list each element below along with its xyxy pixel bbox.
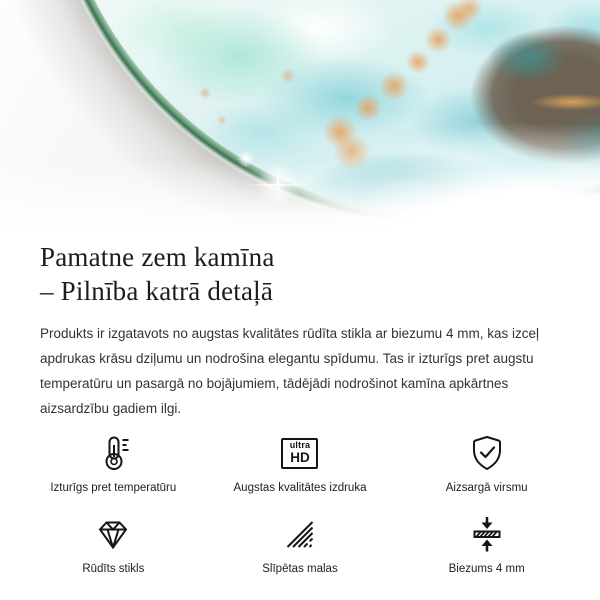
copy-section: [0, 232, 600, 421]
page-title-line-2: – Pilnība katrā detaļā: [40, 276, 274, 306]
feature-label: Izturīgs pret temperatūru: [50, 482, 177, 494]
features-grid: [20, 433, 580, 575]
diamond-icon: [93, 514, 133, 554]
thermometer-icon: [93, 433, 133, 473]
hero-image: [0, 0, 600, 232]
ultra-hd-icon-text-top: ultra: [289, 440, 311, 451]
feature-label: Augstas kvalitātes izdruka: [233, 482, 367, 494]
feature-temperature: [20, 433, 207, 494]
feature-print-quality: [207, 433, 394, 494]
feature-label: Rūdīts stikls: [82, 563, 145, 575]
feature-label: Aizsargā virsmu: [445, 482, 528, 494]
feature-surface-protection: [393, 433, 580, 494]
feature-beveled-edges: [207, 514, 394, 575]
ultra-hd-icon-text-bottom: HD: [290, 450, 310, 466]
shield-check-icon: [467, 433, 507, 473]
feature-thickness: [393, 514, 580, 575]
page-title: [40, 240, 566, 308]
product-description: Produkts ir izgatavots no augstas kvalitātes rūdīta stikla ar biezumu 4 mm, kas izceļ apdrukas krāsu dziļumu un nodrošina elegantu spīdumu. Tas ir izturīgs pret augstu temperatūru un pasargā no bojājumiem, tādējādi nodrošinot kamīna apkārtnes aizsardzību gadiem ilgi.: [40, 326, 539, 416]
feature-tempered-glass: [20, 514, 207, 575]
feature-label: Slīpētas malas: [262, 563, 338, 575]
page-title-line-1: Pamatne zem kamīna: [40, 242, 275, 272]
feature-label: Biezums 4 mm: [448, 563, 525, 575]
beveled-edges-icon: [280, 514, 320, 554]
thickness-icon: [467, 514, 507, 554]
ultra-hd-icon: [281, 433, 318, 473]
